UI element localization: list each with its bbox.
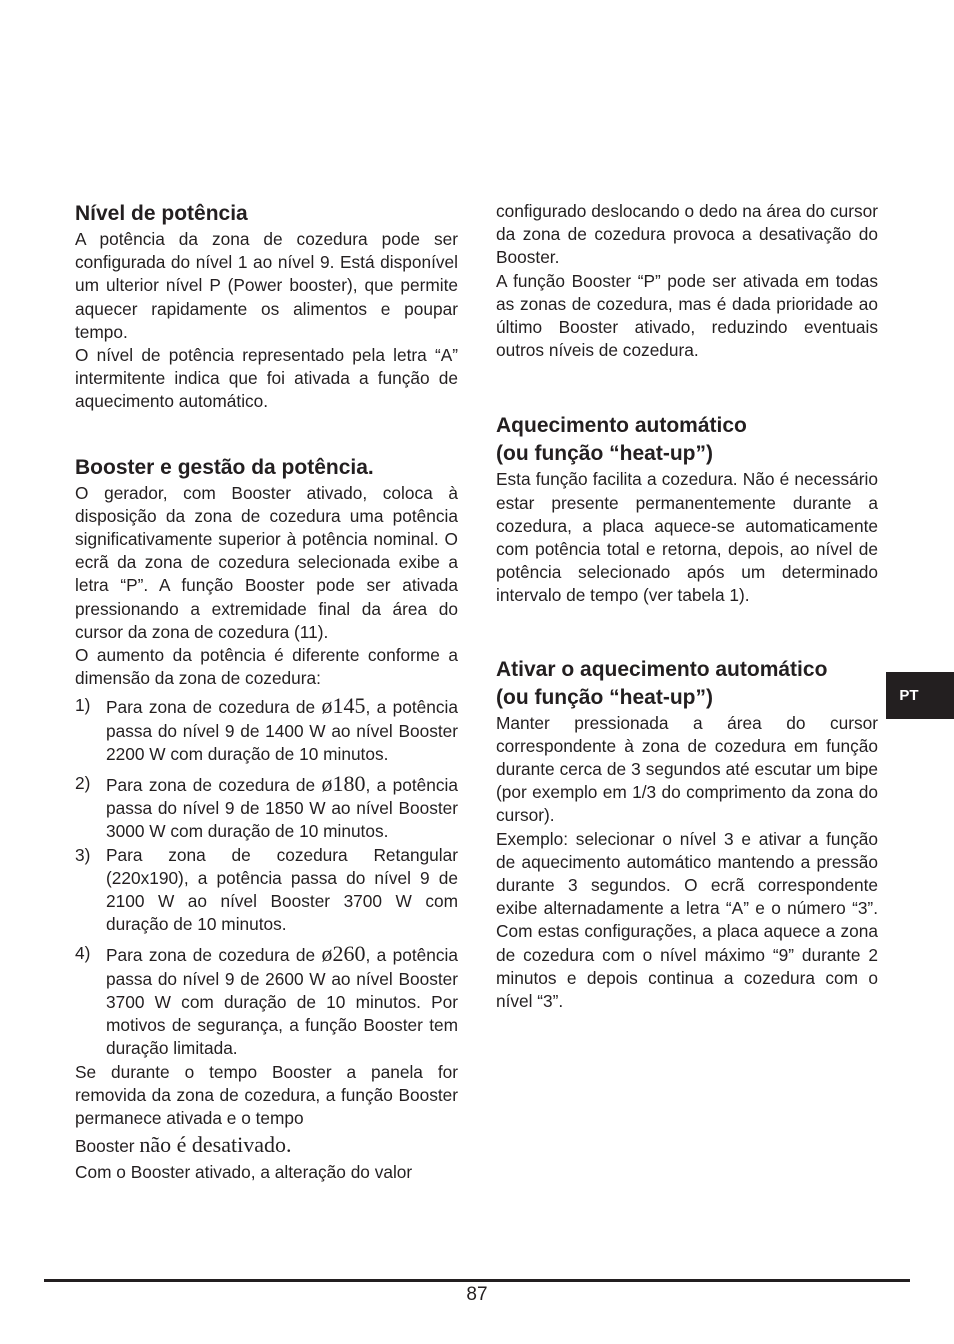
diameter-label: ø260 [321, 941, 366, 967]
paragraph: Exemplo: selecionar o nível 3 e ativar a função de aquecimento automático mantendo a pressão durante 3 segundos. O ecrã correspondente exibe alternadamente a letra “A” e o número “3”. Com estas configurações, a placa aquece a zona de cozedura com o nível máximo “9” durante 2 minutos e depois continua a cozedura com o nível “3”. [496, 828, 878, 1012]
section-heading-heat-up: Aquecimento automático (ou função “heat-up”) [496, 414, 747, 466]
paragraph: Se durante o tempo Booster a panela for removida da zona de cozedura, a função Booster permanece ativada e o tempo [75, 1061, 458, 1128]
list-item: 1) Para zona de cozedura de ø145, a potência passa do nível 9 de 1400 W ao nível Booster 2200 W com duração de 10 minutos. [75, 693, 458, 764]
paragraph: configurado deslocando o dedo na área do cursor da zona de cozedura provoca a desativação do Booster. [496, 201, 878, 268]
diameter-label: ø180 [321, 771, 366, 797]
list-item: 4) Para zona de cozedura de ø260, a potência passa do nível 9 de 2600 W ao nível Booster 3700 W com duração de 10 minutos. Por motivos de segurança, a função Booster tem duração limitada. [75, 941, 458, 1059]
paragraph-continuation: Booster não é desativado. [75, 1132, 292, 1158]
paragraph: O nível de potência representado pela letra “A” intermitente indica que foi ativada a função de aquecimento automático. [75, 345, 458, 412]
section-heading-power-level: Nível de potência [75, 202, 248, 225]
diameter-label: ø145 [321, 693, 366, 719]
paragraph: O aumento da potência é diferente conforme a dimensão da zona de cozedura: [75, 645, 458, 689]
section-heading-activate-heat-up: Ativar o aquecimento automático (ou função “heat-up”) [496, 657, 828, 709]
paragraph: Manter pressionada a área do cursor correspondente à zona de cozedura em função durante cerca de 3 segundos até escutar um bipe (por exemplo em 1/3 do comprimento da zona do cursor). [496, 712, 878, 826]
paragraph: O gerador, com Booster ativado, coloca à disposição da zona de cozedura uma potência significativamente superior à potência nominal. O ecrã da zona de cozedura selecionada exibe a letra “P”. A função Booster pode ser ativada pressionando a extremidade final da área do cursor da zona de cozedura (11). [75, 482, 458, 642]
right-column [496, 200, 878, 1013]
booster-list [75, 694, 458, 1060]
footer-rule [44, 1279, 910, 1282]
left-column [75, 200, 458, 1184]
paragraph: Com o Booster ativado, a alteração do valor [75, 1162, 413, 1183]
page-number: 87 [466, 1284, 488, 1305]
paragraph: A potência da zona de cozedura pode ser configurada do nível 1 ao nível 9. Está disponível um ulterior nível P (Power booster), que permite aquecer rapidamente os alimentos e poupar tempo. [75, 229, 458, 342]
list-item: 2) Para zona de cozedura de ø180, a potência passa do nível 9 de 1850 W ao nível Booster 3000 W com duração de 10 minutos. [75, 771, 458, 842]
section-heading-booster: Booster e gestão da potência. [75, 455, 374, 479]
paragraph: A função Booster “P” pode ser ativada em todas as zonas de cozedura, mas é dada prioridade ao último Booster ativado, reduzindo eventuais outros níveis de cozedura. [496, 270, 878, 361]
language-tab: PT [886, 672, 954, 719]
paragraph: Esta função facilita a cozedura. Não é necessário estar presente permanentemente durante a cozedura, a placa aquece-se automaticamente com potência total e retorna, depois, ao nível de potência selecionado após um determinado intervalo de tempo (ver tabela 1). [496, 469, 878, 606]
list-item: 3) Para zona de cozedura Retangular (220x190), a potência passa do nível 9 de 2100 W ao nível Booster 3700 W com duração de 10 minutos. [75, 844, 458, 935]
